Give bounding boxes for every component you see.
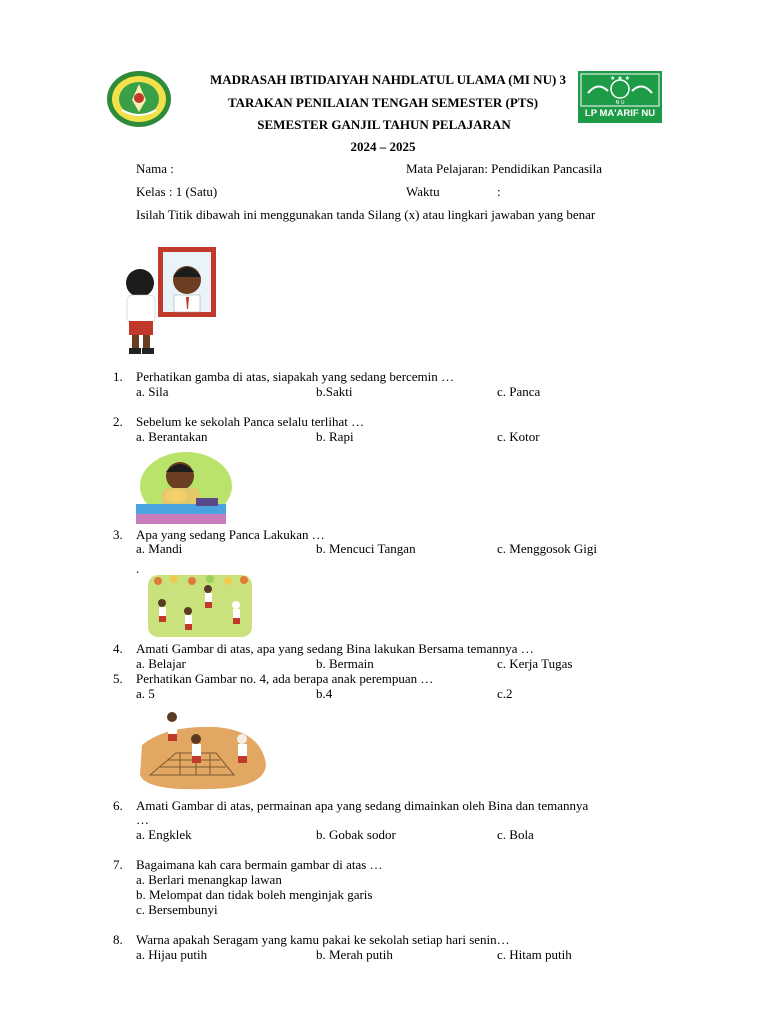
- question-text: Warna apakah Seragam yang kamu pakai ke sekolah setiap hari senin…: [136, 932, 510, 947]
- option-a: a. 5: [136, 686, 155, 701]
- option-c: c. Bersembunyi: [136, 902, 218, 917]
- option-a: a. Mandi: [136, 541, 183, 556]
- option-c: c.2: [497, 686, 513, 701]
- option-a: a. Hijau putih: [136, 947, 208, 962]
- question-number: 6.: [113, 798, 123, 813]
- question-number: 7.: [113, 857, 123, 872]
- option-b: b. Mencuci Tangan: [316, 541, 416, 556]
- option-a: a. Sila: [136, 384, 169, 399]
- header-semester: SEMESTER GANJIL TAHUN PELAJARAN: [257, 117, 511, 132]
- instruction-text: Isilah Titik dibawah ini menggunakan tanda Silang (x) atau lingkari jawaban yang benar: [136, 207, 596, 222]
- option-b: b. Gobak sodor: [316, 827, 396, 842]
- question-text: Apa yang sedang Panca Lakukan …: [136, 527, 325, 542]
- question-text: Bagaimana kah cara bermain gambar di atas …: [136, 857, 383, 872]
- children-playing-illustration: [148, 575, 252, 637]
- svg-text:★ ★ ★: ★ ★ ★: [610, 75, 630, 82]
- option-a: a. Berantakan: [136, 429, 208, 444]
- subject-label: Mata Pelajaran: Pendidikan Pancasila: [406, 161, 603, 176]
- header-year: 2024 – 2025: [350, 139, 416, 154]
- question-text: Perhatikan Gambar no. 4, ada berapa anak perempuan …: [136, 671, 434, 686]
- option-c: c. Kerja Tugas: [497, 656, 573, 671]
- question-text: Perhatikan gamba di atas, siapakah yang sedang bercemin …: [136, 369, 455, 384]
- option-c: c. Panca: [497, 384, 541, 399]
- question-number: 3.: [113, 527, 123, 542]
- stray-dot: .: [136, 561, 140, 576]
- question-text: Amati Gambar di atas, permainan apa yang sedang dimainkan oleh Bina dan temannya: [136, 798, 589, 813]
- question-number: 1.: [113, 369, 123, 384]
- question-text: Amati Gambar di atas, apa yang sedang Bina lakukan Bersama temannya …: [136, 641, 534, 656]
- time-colon: :: [497, 184, 501, 199]
- question-number: 8.: [113, 932, 123, 947]
- svg-text:N U: N U: [615, 100, 625, 106]
- option-c: c. Hitam putih: [497, 947, 572, 962]
- header-exam-title: TARAKAN PENILAIAN TENGAH SEMESTER (PTS): [227, 95, 539, 110]
- option-a: a. Berlari menangkap lawan: [136, 872, 282, 887]
- washing-hands-illustration: [136, 452, 232, 524]
- option-a: a. Belajar: [136, 656, 186, 671]
- question-number: 2.: [113, 414, 123, 429]
- option-b: b. Rapi: [316, 429, 354, 444]
- header-school-name: MADRASAH IBTIDAIYAH NAHDLATUL ULAMA (MI NU) 3: [209, 72, 567, 87]
- option-b: b. Melompat dan tidak boleh menginjak garis: [136, 887, 373, 902]
- option-b: b.Sakti: [316, 384, 353, 399]
- logo-caption: LP MA'ARIF NU: [581, 107, 659, 120]
- question-number: 4.: [113, 641, 123, 656]
- option-b: b. Merah putih: [316, 947, 393, 962]
- child-mirror-illustration: [112, 243, 222, 357]
- question-text: Sebelum ke sekolah Panca selalu terlihat …: [136, 414, 365, 429]
- time-label: Waktu: [406, 184, 440, 199]
- option-c: c. Bola: [497, 827, 534, 842]
- option-a: a. Engklek: [136, 827, 192, 842]
- class-label: Kelas : 1 (Satu): [136, 184, 218, 199]
- name-field-label: Nama :: [136, 161, 174, 176]
- option-b: b. Bermain: [316, 656, 374, 671]
- option-c: c. Menggosok Gigi: [497, 541, 598, 556]
- question-number: 5.: [113, 671, 123, 686]
- hopscotch-illustration: [136, 705, 268, 791]
- option-b: b.4: [316, 686, 333, 701]
- option-c: c. Kotor: [497, 429, 540, 444]
- question-text-continued: …: [136, 812, 149, 827]
